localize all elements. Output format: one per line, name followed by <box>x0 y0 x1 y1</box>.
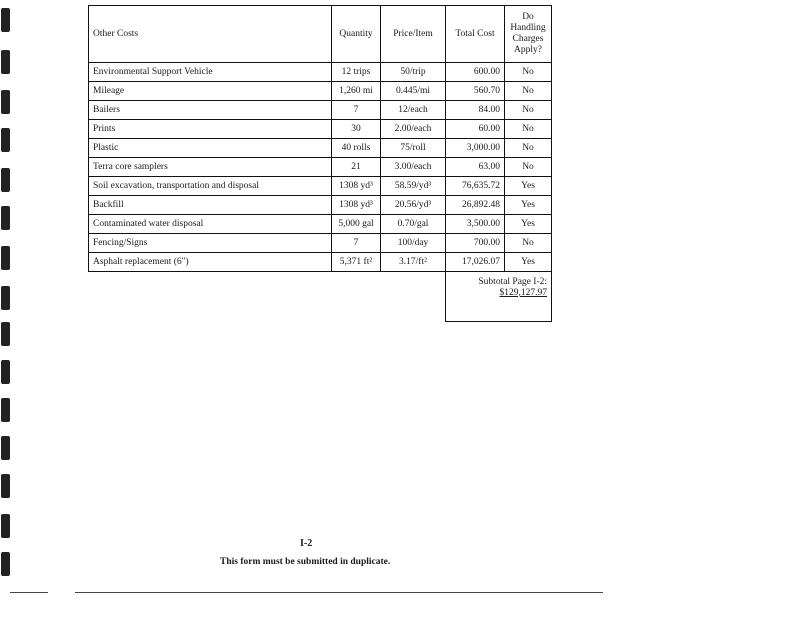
row-total-cell: 600.00 <box>446 63 505 82</box>
table-row <box>89 120 552 139</box>
row-name-cell: Asphalt replacement (6") <box>89 253 332 272</box>
row-handling-cell: No <box>505 63 552 82</box>
row-quantity-cell: 1308 yd³ <box>332 177 381 196</box>
row-quantity-cell: 5,371 ft² <box>332 253 381 272</box>
row-total-cell: 76,635.72 <box>446 177 505 196</box>
row-price-cell: 20.56/yd³ <box>381 196 446 215</box>
row-quantity-cell: 21 <box>332 158 381 177</box>
row-name-cell: Plastic <box>89 139 332 158</box>
header-price-item: Price/Item <box>381 6 446 63</box>
row-handling-cell: No <box>505 234 552 253</box>
row-total-cell: 560.70 <box>446 82 505 101</box>
row-price-cell: 2.00/each <box>381 120 446 139</box>
binder-hole <box>1 360 10 384</box>
row-handling-cell: Yes <box>505 253 552 272</box>
binder-hole <box>1 436 10 460</box>
binder-hole <box>1 50 10 74</box>
binder-hole <box>1 128 10 152</box>
table-row <box>89 139 552 158</box>
row-name-cell: Contaminated water disposal <box>89 215 332 234</box>
row-total-cell: 26,892.48 <box>446 196 505 215</box>
table-row <box>89 234 552 253</box>
footer-rule <box>10 592 48 593</box>
header-quantity: Quantity <box>332 6 381 63</box>
table-row <box>89 63 552 82</box>
header-total-cost: Total Cost <box>446 6 505 63</box>
binder-holes <box>0 0 20 618</box>
row-handling-cell: No <box>505 139 552 158</box>
row-handling-cell: Yes <box>505 196 552 215</box>
table-header-row <box>89 6 552 63</box>
row-price-cell: 3.17/ft² <box>381 253 446 272</box>
row-handling-cell: Yes <box>505 177 552 196</box>
binder-hole <box>1 168 10 192</box>
binder-hole <box>1 552 10 576</box>
row-quantity-cell: 1,260 mi <box>332 82 381 101</box>
row-handling-cell: No <box>505 101 552 120</box>
row-quantity-cell: 7 <box>332 234 381 253</box>
binder-hole <box>1 286 10 310</box>
row-name-cell: Bailers <box>89 101 332 120</box>
binder-hole <box>1 246 10 270</box>
subtotal-label: Subtotal Page I-2: <box>478 277 547 287</box>
row-total-cell: 700.00 <box>446 234 505 253</box>
row-handling-cell: No <box>505 82 552 101</box>
row-name-cell: Soil excavation, transportation and disposal <box>89 177 332 196</box>
row-name-cell: Mileage <box>89 82 332 101</box>
binder-hole <box>1 322 10 346</box>
table-row <box>89 253 552 272</box>
table-row <box>89 101 552 120</box>
row-price-cell: 100/day <box>381 234 446 253</box>
header-other-costs: Other Costs <box>89 6 332 63</box>
page-number: I-2 <box>300 538 313 549</box>
row-price-cell: 58.59/yd³ <box>381 177 446 196</box>
row-total-cell: 84.00 <box>446 101 505 120</box>
table-row <box>89 177 552 196</box>
binder-hole <box>1 398 10 422</box>
other-costs-table <box>88 5 552 322</box>
row-price-cell: 3.00/each <box>381 158 446 177</box>
row-quantity-cell: 40 rolls <box>332 139 381 158</box>
binder-hole <box>1 514 10 538</box>
header-handling-charges: Do Handling Charges Apply? <box>505 6 552 63</box>
row-handling-cell: No <box>505 120 552 139</box>
row-name-cell: Terra core samplers <box>89 158 332 177</box>
row-total-cell: 3,500.00 <box>446 215 505 234</box>
row-total-cell: 3,000.00 <box>446 139 505 158</box>
footer-rule <box>75 592 603 593</box>
table-row <box>89 215 552 234</box>
row-quantity-cell: 5,000 gal <box>332 215 381 234</box>
row-name-cell: Fencing/Signs <box>89 234 332 253</box>
row-name-cell: Prints <box>89 120 332 139</box>
subtotal-row <box>89 272 552 322</box>
binder-hole <box>1 474 10 498</box>
row-total-cell: 17,026.07 <box>446 253 505 272</box>
row-name-cell: Environmental Support Vehicle <box>89 63 332 82</box>
row-price-cell: 12/each <box>381 101 446 120</box>
subtotal-cell <box>446 272 552 322</box>
row-price-cell: 0.445/mi <box>381 82 446 101</box>
subtotal-amount: $129,127.97 <box>499 287 547 298</box>
row-price-cell: 50/trip <box>381 63 446 82</box>
row-handling-cell: Yes <box>505 215 552 234</box>
row-total-cell: 60.00 <box>446 120 505 139</box>
row-price-cell: 75/roll <box>381 139 446 158</box>
binder-hole <box>1 90 10 114</box>
row-quantity-cell: 1308 yd³ <box>332 196 381 215</box>
binder-hole <box>1 8 10 32</box>
table-row <box>89 82 552 101</box>
footer-note: This form must be submitted in duplicate. <box>220 557 391 567</box>
row-quantity-cell: 30 <box>332 120 381 139</box>
table-row <box>89 196 552 215</box>
row-quantity-cell: 12 trips <box>332 63 381 82</box>
binder-hole <box>1 206 10 230</box>
row-name-cell: Backfill <box>89 196 332 215</box>
row-quantity-cell: 7 <box>332 101 381 120</box>
table-row <box>89 158 552 177</box>
row-price-cell: 0.70/gal <box>381 215 446 234</box>
row-total-cell: 63.00 <box>446 158 505 177</box>
row-handling-cell: No <box>505 158 552 177</box>
